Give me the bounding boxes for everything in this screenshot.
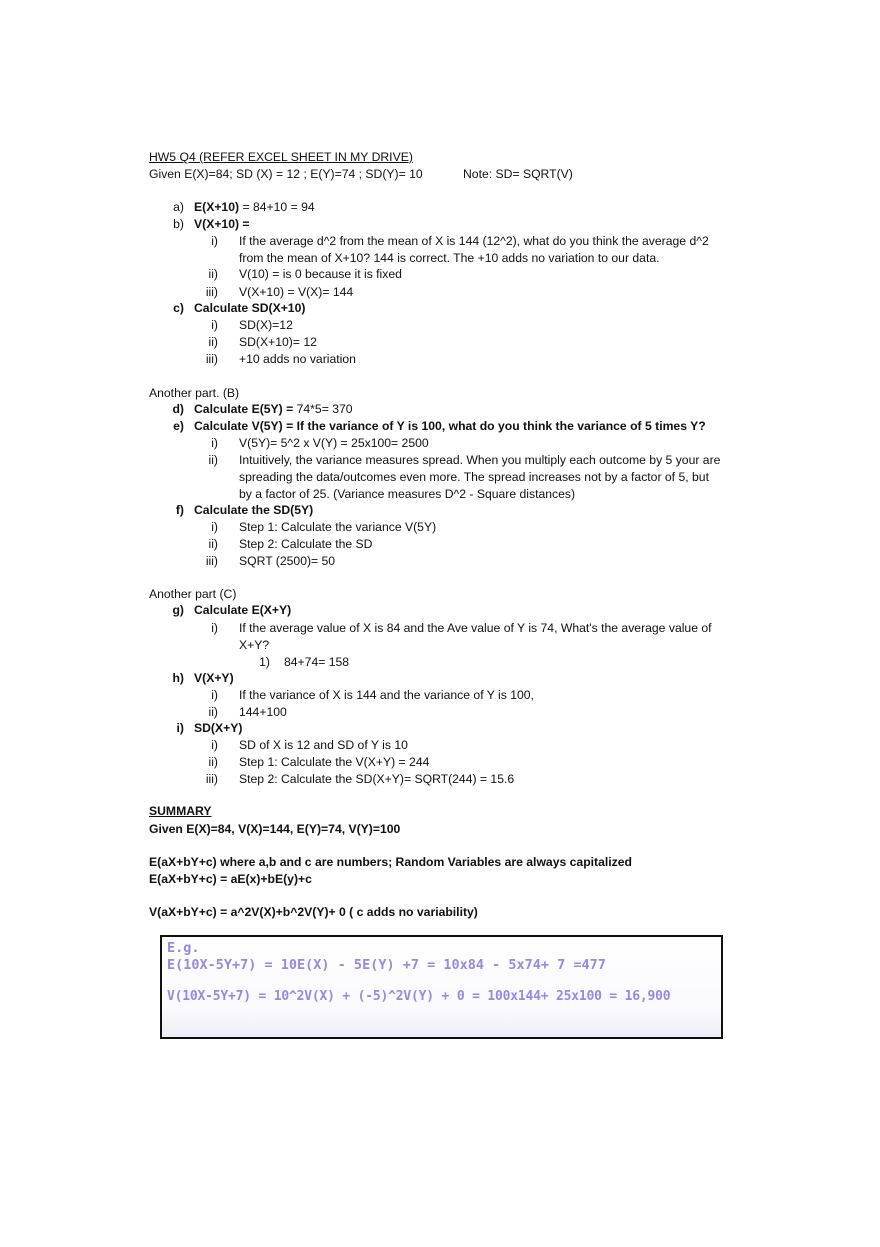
example-label: E.g. [167,940,200,956]
list-item: 144+100 [239,705,287,719]
sub-marker: ii) [208,537,218,551]
item-g: Calculate E(X+Y) [194,603,292,617]
summary-rule: E(aX+bY+c) = aE(x)+bE(y)+c [149,872,312,886]
list-item: If the average value of X is 84 and the Ave value of Y is 74, What's the average value of [239,621,712,635]
list-item: SD of X is 12 and SD of Y is 10 [239,738,408,752]
sub-marker: i) [211,520,218,534]
sub-marker: i) [211,234,218,248]
list-marker: d) [172,402,184,416]
summary-heading: SUMMARY [149,804,212,818]
sub-marker: ii) [208,267,218,281]
sub-sub-marker: 1) [259,655,270,669]
item-d [194,401,353,417]
list-item: from the mean of X+10? 144 is correct. The +10 adds no variation to our data. [239,251,660,265]
list-item: by a factor of 25. (Variance measures D^2 - Square distances) [239,487,576,501]
list-marker: f) [175,503,184,517]
example-line: V(10X-5Y+7) = 10^2V(X) + (-5)^2V(Y) + 0 = 100x144+ 25x100 = 16,900 [167,989,671,1004]
summary-given: Given E(X)=84, V(X)=144, E(Y)=74, V(Y)=100 [149,822,401,836]
list-item: X+Y? [239,638,270,652]
given-line: Given E(X)=84; SD (X) = 12 ; E(Y)=74 ; SD(Y)= 10 [149,167,423,181]
list-item: Step 1: Calculate the V(X+Y) = 244 [239,755,430,769]
list-marker: a) [173,200,184,214]
list-marker: i) [176,721,184,735]
list-item: V(10) = is 0 because it is fixed [239,267,402,281]
item-h: V(X+Y) [194,671,234,685]
sub-marker: i) [211,738,218,752]
sub-marker: i) [211,688,218,702]
sub-marker: iii) [205,352,218,366]
list-marker: c) [173,301,184,315]
item-i: SD(X+Y) [194,721,243,735]
list-marker: h) [172,671,184,685]
section-heading: Another part. (B) [149,386,240,400]
sub-marker: iii) [205,285,218,299]
sub-marker: ii) [208,755,218,769]
summary-rule: V(aX+bY+c) = a^2V(X)+b^2V(Y)+ 0 ( c adds no variability) [149,905,478,919]
list-item: If the variance of X is 144 and the variance of Y is 100, [239,688,534,702]
example-box [160,935,723,1039]
list-item: +10 adds no variation [239,352,356,366]
list-marker: g) [172,603,184,617]
item-e: Calculate V(5Y) = If the variance of Y is 100, what do you think the variance of 5 times Y? [194,419,706,433]
sub-marker: ii) [208,705,218,719]
section-heading: Another part (C) [149,587,237,601]
sub-marker: i) [211,436,218,450]
note-line: Note: SD= SQRT(V) [463,167,573,181]
sub-marker: ii) [208,335,218,349]
sub-marker: iii) [205,772,218,786]
item-b: V(X+10) = [194,217,250,231]
item-a-rest: = 84+10 = 94 [239,200,315,214]
sub-marker: i) [211,318,218,332]
list-item: V(5Y)= 5^2 x V(Y) = 25x100= 2500 [239,436,429,450]
summary-rule: E(aX+bY+c) where a,b and c are numbers; Random Variables are always capitalized [149,855,632,869]
sub-marker: iii) [205,554,218,568]
item-d-bold: Calculate E(5Y) = [194,402,294,416]
list-item: Step 1: Calculate the variance V(5Y) [239,520,437,534]
example-line: E(10X-5Y+7) = 10E(X) - 5E(Y) +7 = 10x84 - 5x74+ 7 =477 [167,957,606,973]
list-item: 84+74= 158 [284,655,350,669]
item-a-bold: E(X+10) [194,200,240,214]
item-c: Calculate SD(X+10) [194,301,306,315]
list-item: spreading the data/outcomes even more. The spread increases not by a factor of 5, but [239,470,709,484]
list-item: Intuitively, the variance measures spread. When you multiply each outcome by 5 your are [239,453,721,467]
list-item: Step 2: Calculate the SD(X+Y)= SQRT(244) = 15.6 [239,772,515,786]
list-item: V(X+10) = V(X)= 144 [239,285,354,299]
example-box-background [162,937,721,1037]
item-f: Calculate the SD(5Y) [194,503,314,517]
list-item: If the average d^2 from the mean of X is 144 (12^2), what do you think the average d^2 [239,234,709,248]
list-item: SQRT (2500)= 50 [239,554,336,568]
sub-marker: i) [211,621,218,635]
page-title: HW5 Q4 (REFER EXCEL SHEET IN MY DRIVE) [149,150,413,164]
list-item: Step 2: Calculate the SD [239,537,373,551]
item-d-rest: 74*5= 370 [293,402,353,416]
list-marker: b) [173,217,184,231]
list-item: SD(X+10)= 12 [239,335,317,349]
list-item: SD(X)=12 [239,318,293,332]
item-a [194,199,315,215]
sub-marker: ii) [208,453,218,467]
list-marker: e) [173,419,184,433]
